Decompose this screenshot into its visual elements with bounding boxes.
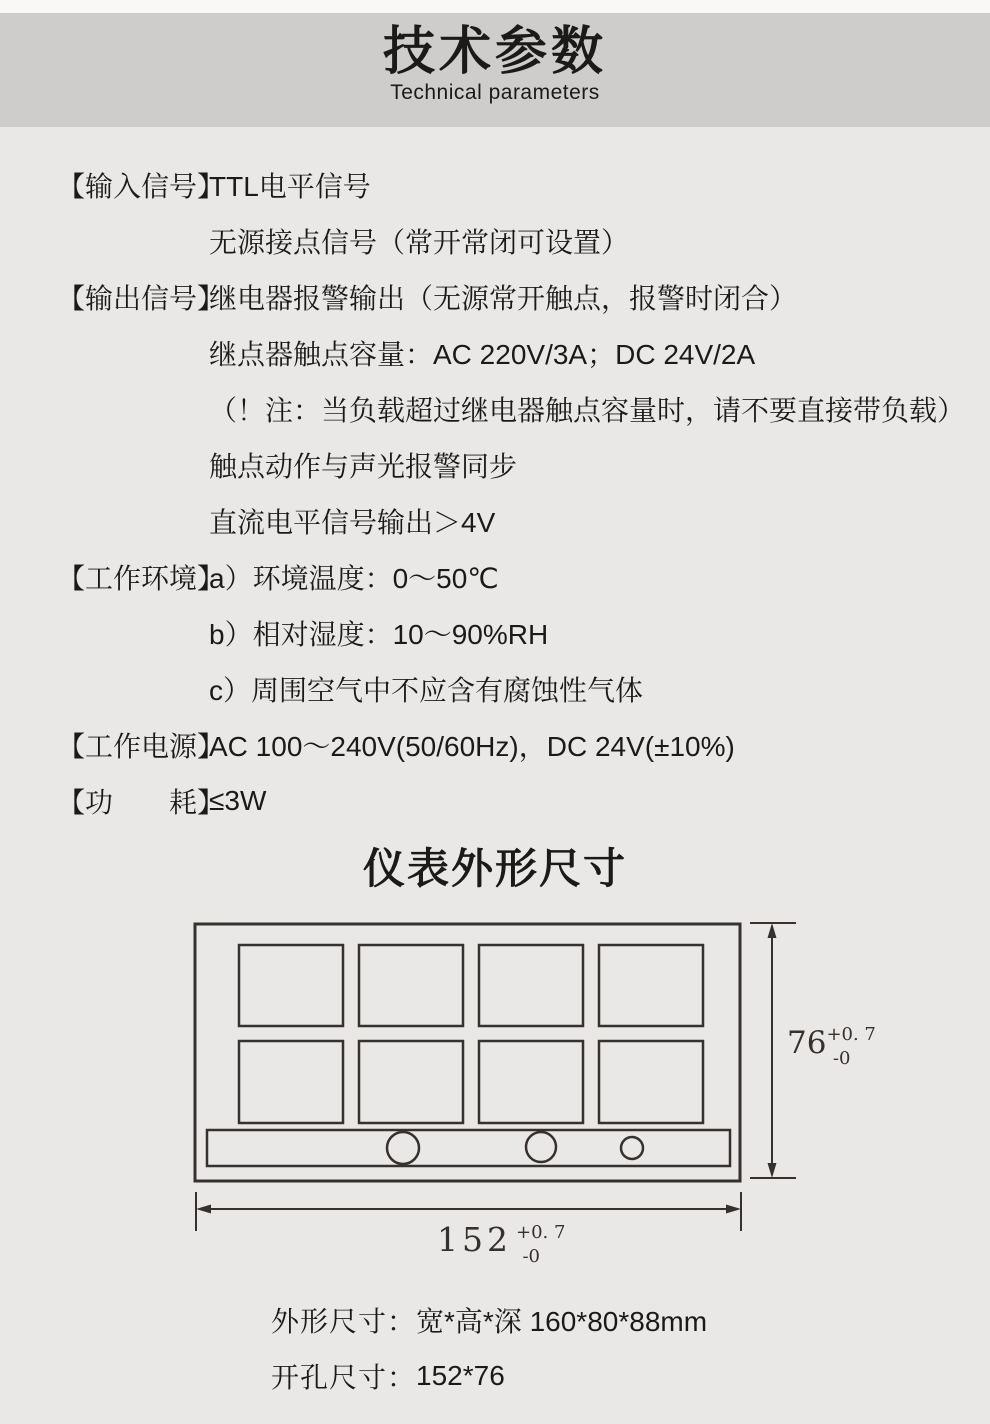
spec-text: 继点器触点容量：AC 220V/3A；DC 24V/2A: [209, 339, 756, 370]
spec-row-environment: [57, 549, 990, 605]
spec-row: [57, 437, 990, 493]
cutout-size-value: 152*76: [416, 1360, 505, 1391]
content: [0, 127, 990, 1404]
spec-label: 【输出信号】: [57, 283, 226, 314]
spec-label: 【工作电源】: [57, 731, 226, 762]
display-window: [479, 1041, 583, 1123]
display-window: [599, 945, 703, 1026]
spec-text: 无源接点信号（常开常闭可设置）: [209, 227, 630, 258]
spec-row: [57, 493, 990, 549]
overall-size-label: 外形尺寸：: [271, 1306, 417, 1337]
spec-row: [57, 661, 990, 717]
spec-row: [57, 213, 990, 269]
button-strip: [207, 1130, 730, 1166]
display-window: [599, 1041, 703, 1123]
display-window: [359, 1041, 463, 1123]
spec-text: 触点动作与声光报警同步: [209, 451, 518, 482]
panel-outline: [195, 924, 740, 1181]
spec-text: AC 100～240V(50/60Hz)，DC 24V(±10%): [209, 731, 735, 762]
overall-size-value: 宽*高*深 160*80*88mm: [416, 1306, 708, 1337]
dimension-drawing: [0, 903, 990, 1278]
spec-text: b）相对湿度：10～90%RH: [209, 619, 549, 650]
spec-text: c）周围空气中不应含有腐蚀性气体: [209, 675, 644, 706]
arrowhead-right: [726, 1205, 741, 1214]
spec-label: 【工作环境】: [57, 563, 226, 594]
arrowhead-down: [768, 1163, 777, 1178]
spec-row-output-signal: [57, 269, 990, 325]
display-window: [239, 1041, 343, 1123]
arrowhead-left: [196, 1205, 211, 1214]
spec-text: 直流电平信号输出＞4V: [209, 507, 496, 538]
spec-label: 【功 耗】: [57, 787, 226, 818]
cutout-size-line: [271, 1348, 990, 1404]
spec-list: [0, 127, 990, 829]
width-dim-label: 152 $^{+0. 7}$ -0: [437, 1220, 566, 1267]
arrowhead-up: [768, 923, 777, 938]
spec-row-power-consumption: [57, 773, 990, 829]
spec-row-power-supply: [57, 717, 990, 773]
spec-row: [57, 605, 990, 661]
spec-row-note: [57, 381, 990, 437]
spec-text: ≤3W: [209, 785, 267, 816]
spec-row: [57, 325, 990, 381]
spec-row-input-signal: [57, 157, 990, 213]
top-strip: [0, 0, 990, 13]
spec-text: TTL电平信号: [209, 171, 371, 202]
height-dim-label: $76^{+0. 7}$ -0: [787, 1024, 876, 1069]
spec-text: （！注：当负载超过继电器触点容量时，请不要直接带负载）: [209, 395, 966, 426]
footer-dimensions: [0, 1278, 990, 1404]
cutout-size-label: 开孔尺寸：: [271, 1362, 417, 1393]
display-window: [479, 945, 583, 1026]
header: [0, 13, 990, 127]
spec-label: 【输入信号】: [57, 171, 226, 202]
diagram-heading: 仪表外形尺寸: [362, 845, 627, 892]
button-circle: [526, 1132, 556, 1162]
display-window: [239, 945, 343, 1026]
button-circle: [387, 1132, 419, 1164]
button-circle: [621, 1137, 643, 1159]
spec-text: a）环境温度：0～50℃: [209, 563, 499, 594]
page-subtitle: Technical parameters: [390, 81, 600, 104]
display-window: [359, 945, 463, 1026]
overall-size-line: [271, 1292, 990, 1348]
spec-text: 继电器报警输出（无源常开触点，报警时闭合）: [209, 283, 798, 314]
page-title: 技术参数: [382, 23, 607, 81]
